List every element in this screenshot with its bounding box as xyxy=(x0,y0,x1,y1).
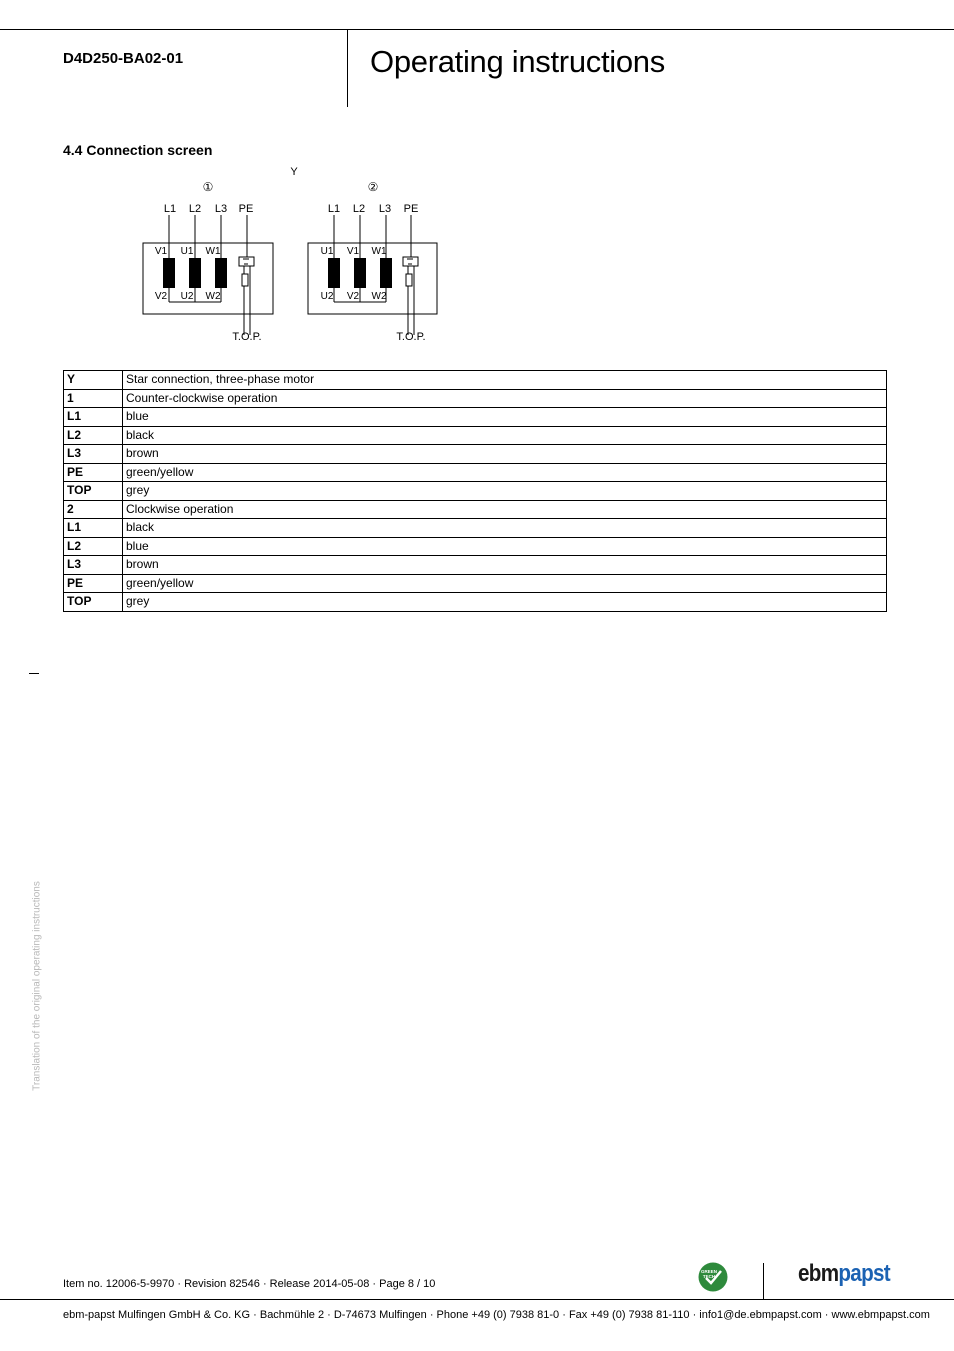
legend-key: TOP xyxy=(64,593,123,612)
legend-value: blue xyxy=(123,537,887,556)
winding-block xyxy=(380,258,392,288)
top-rule xyxy=(0,29,954,30)
table-row xyxy=(64,593,887,612)
table-row xyxy=(64,389,887,408)
legend-key: L3 xyxy=(64,445,123,464)
legend-key: 2 xyxy=(64,500,123,519)
legend-value: Star connection, three-phase motor xyxy=(123,371,887,390)
terminal-label: L1 xyxy=(327,203,341,215)
table-row xyxy=(64,537,887,556)
winding-label: U1 xyxy=(320,246,334,257)
winding-block xyxy=(189,258,201,288)
winding-label: U1 xyxy=(180,246,194,257)
footer-company-line: ebm-papst Mulfingen GmbH & Co. KG · Bachmühle 2 · D-74673 Mulfingen · Phone +49 (0) 7938 81-0 · Fax +49 (0) 7938 81-110 · info1@de.ebmpapst.com · www.ebmpapst.com xyxy=(63,1309,930,1321)
winding-block xyxy=(354,258,366,288)
wiring-panel-2 xyxy=(308,180,437,343)
winding-label: W2 xyxy=(205,291,221,302)
legend-value: brown xyxy=(123,445,887,464)
top-device-label: T.O.P. xyxy=(232,331,262,343)
pe-terminal xyxy=(239,257,254,266)
panel-marker: ① xyxy=(202,180,214,194)
legend-value: Clockwise operation xyxy=(123,500,887,519)
wiring-panel-1 xyxy=(143,180,273,343)
terminal-label: L3 xyxy=(214,203,228,215)
winding-label: W2 xyxy=(371,291,387,302)
legend-value: brown xyxy=(123,556,887,575)
terminal-label: L3 xyxy=(378,203,392,215)
legend-value: grey xyxy=(123,593,887,612)
legend-key: PE xyxy=(64,574,123,593)
legend-value: green/yellow xyxy=(123,574,887,593)
footer-rule xyxy=(0,1299,954,1300)
pe-terminal xyxy=(403,257,418,266)
winding-label: W1 xyxy=(205,246,221,257)
connection-symbol: Y xyxy=(290,166,298,178)
table-row xyxy=(64,426,887,445)
document-id: D4D250-BA02-01 xyxy=(63,50,184,67)
connection-diagram xyxy=(140,160,450,350)
terminal-label: L2 xyxy=(352,203,366,215)
winding-label: W1 xyxy=(371,246,387,257)
winding-label: V2 xyxy=(154,291,168,302)
winding-block xyxy=(328,258,340,288)
table-row xyxy=(64,519,887,538)
legend-value: black xyxy=(123,519,887,538)
terminal-label: PE xyxy=(238,203,254,215)
greentech-text: TECH xyxy=(702,1274,716,1279)
table-row xyxy=(64,408,887,427)
legend-key: TOP xyxy=(64,482,123,501)
winding-block xyxy=(215,258,227,288)
fold-mark xyxy=(29,673,39,674)
page-title: Operating instructions xyxy=(370,44,665,79)
legend-key: L1 xyxy=(64,408,123,427)
legend-value: grey xyxy=(123,482,887,501)
footer-item-line: Item no. 12006-5-9970 · Revision 82546 · Release 2014-05-08 · Page 8 / 10 xyxy=(63,1278,436,1290)
table-row xyxy=(64,482,887,501)
table-row xyxy=(64,574,887,593)
legend-value: blue xyxy=(123,408,887,427)
greentech-text: GREEN xyxy=(700,1269,718,1274)
brand-part-ebm: ebm xyxy=(798,1260,839,1287)
winding-label: V2 xyxy=(346,291,360,302)
header-divider xyxy=(347,29,348,107)
legend-key: 1 xyxy=(64,389,123,408)
brand-part-papst: papst xyxy=(838,1260,890,1287)
table-row xyxy=(64,371,887,390)
side-note: Translation of the original operating instructions xyxy=(31,881,43,1091)
winding-block xyxy=(163,258,175,288)
terminal-label: L1 xyxy=(163,203,177,215)
table-row xyxy=(64,500,887,519)
table-row xyxy=(64,445,887,464)
legend-key: PE xyxy=(64,463,123,482)
legend-value: Counter-clockwise operation xyxy=(123,389,887,408)
panel-marker: ② xyxy=(367,180,379,194)
legend-value: green/yellow xyxy=(123,463,887,482)
winding-label: V1 xyxy=(154,246,168,257)
terminal-label: PE xyxy=(403,203,419,215)
legend-key: L2 xyxy=(64,537,123,556)
table-row xyxy=(64,463,887,482)
winding-label: V1 xyxy=(346,246,360,257)
ebmpapst-logo xyxy=(798,1260,890,1288)
table-row xyxy=(64,556,887,575)
legend-key: L2 xyxy=(64,426,123,445)
terminal-label: L2 xyxy=(188,203,202,215)
winding-label: U2 xyxy=(320,291,334,302)
section-heading: 4.4 Connection screen xyxy=(63,142,213,158)
legend-table xyxy=(63,370,887,612)
legend-value: black xyxy=(123,426,887,445)
legend-key: L3 xyxy=(64,556,123,575)
winding-label: U2 xyxy=(180,291,194,302)
logo-divider xyxy=(763,1263,764,1299)
legend-key: L1 xyxy=(64,519,123,538)
legend-key: Y xyxy=(64,371,123,390)
greentech-logo xyxy=(697,1261,729,1293)
top-device-label: T.O.P. xyxy=(396,331,426,343)
